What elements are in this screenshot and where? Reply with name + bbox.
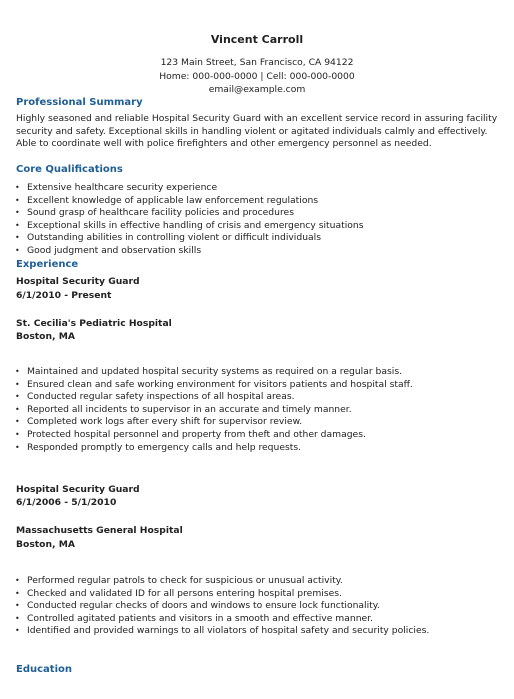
job-employer: St. Cecilia's Pediatric Hospital	[16, 318, 172, 329]
list-item: • Conducted regular safety inspections of all hospital areas.	[0, 391, 413, 404]
qualifications-heading: Core Qualifications	[16, 164, 123, 175]
job-duties-list	[0, 366, 413, 454]
list-item: • Maintained and updated hospital security systems as required on a regular basis.	[0, 366, 413, 379]
job-location: Boston, MA	[16, 331, 75, 342]
job-title: Hospital Security Guard	[16, 276, 140, 287]
list-item: • Completed work logs after every shift for supervisor review.	[0, 416, 413, 429]
summary-text: Highly seasoned and reliable Hospital Security Guard with an excellent service record in assuring facility security and safety. Exceptional skills in handling violent or agitated individuals calmly and effectively. Able to coordinate well with police firefighters and other emergency personnel as needed.	[16, 113, 498, 149]
education-heading: Education	[16, 664, 72, 675]
experience-heading: Experience	[16, 259, 79, 270]
job-dates: 6/1/2006 - 5/1/2010	[16, 497, 117, 508]
address-line: 123 Main Street, San Francisco, CA 94122	[160, 57, 354, 68]
list-item: • Controlled agitated patients and visitors in a smooth and effective manner.	[0, 613, 429, 626]
list-item: • Extensive healthcare security experience	[0, 182, 364, 195]
list-item: • Outstanding abilities in controlling violent or difficult individuals	[0, 232, 364, 245]
job-title: Hospital Security Guard	[16, 484, 140, 495]
list-item: • Checked and validated ID for all persons entering hospital premises.	[0, 588, 429, 601]
phone-line: Home: 000-000-0000 | Cell: 000-000-0000	[159, 71, 355, 82]
list-item: • Conducted regular checks of doors and windows to ensure lock functionality.	[0, 600, 429, 613]
job-location: Boston, MA	[16, 539, 75, 550]
summary-heading: Professional Summary	[16, 97, 143, 108]
qualifications-list	[0, 182, 364, 258]
list-item: • Good judgment and observation skills	[0, 245, 364, 258]
list-item: • Protected hospital personnel and property from theft and other damages.	[0, 429, 413, 442]
list-item: • Performed regular patrols to check for suspicious or unusual activity.	[0, 575, 429, 588]
email-line: email@example.com	[208, 84, 306, 95]
candidate-name: Vincent Carroll	[210, 33, 304, 46]
list-item: • Identified and provided warnings to all violators of hospital safety and security policies.	[0, 625, 429, 638]
job-dates: 6/1/2010 - Present	[16, 290, 112, 301]
list-item: • Ensured clean and safe working environment for visitors patients and hospital staff.	[0, 379, 413, 392]
job-duties-list	[0, 575, 429, 638]
list-item: • Reported all incidents to supervisor in an accurate and timely manner.	[0, 404, 413, 417]
job-employer: Massachusetts General Hospital	[16, 525, 183, 536]
list-item: • Responded promptly to emergency calls and help requests.	[0, 442, 413, 455]
list-item: • Sound grasp of healthcare facility policies and procedures	[0, 207, 364, 220]
list-item: • Exceptional skills in effective handling of crisis and emergency situations	[0, 220, 364, 233]
list-item: • Excellent knowledge of applicable law enforcement regulations	[0, 195, 364, 208]
